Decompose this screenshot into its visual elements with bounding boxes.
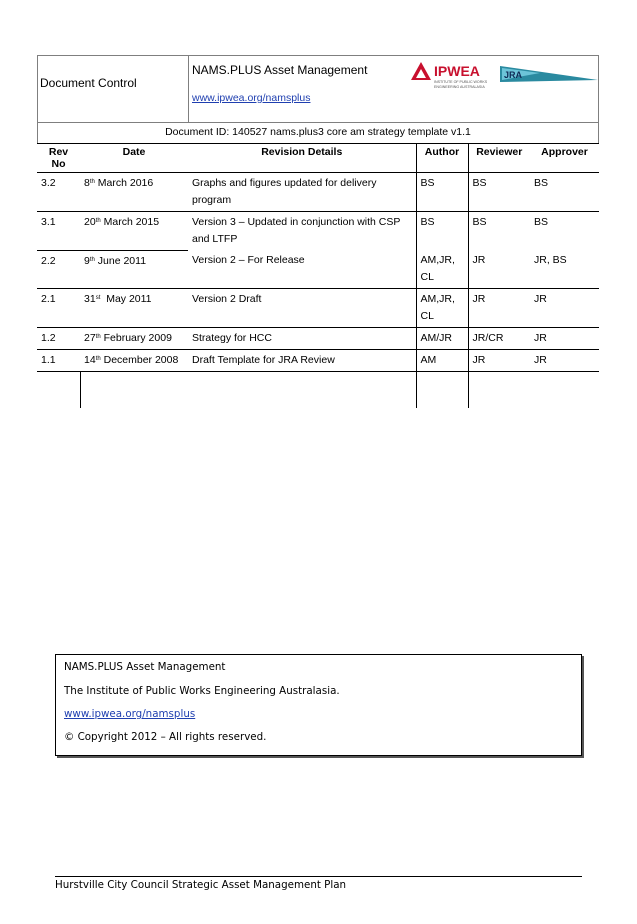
footer-text: Hurstville City Council Strategic Asset Management Plan xyxy=(55,879,347,891)
table-row xyxy=(37,289,599,328)
revision-details: Version 2 – For Release xyxy=(188,250,416,289)
header-author: Author xyxy=(416,144,468,173)
table-row xyxy=(37,212,599,251)
revision-details: Graphs and figures updated for delivery program xyxy=(188,173,416,212)
rev-no: 1.1 xyxy=(37,350,80,372)
info-link[interactable]: www.ipwea.org/namsplus xyxy=(64,708,196,720)
revision-table xyxy=(37,143,599,408)
info-product-name: NAMS.PLUS Asset Management xyxy=(64,661,226,673)
approver: BS xyxy=(534,216,549,228)
jra-logo xyxy=(500,62,600,86)
ipwea-logo-text: IPWEA xyxy=(434,63,480,79)
info-institute-name: The Institute of Public Works Engineering Australasia. xyxy=(64,685,340,697)
table-header-row xyxy=(37,144,599,173)
reviewer: JR xyxy=(468,250,530,289)
revision-details: Draft Template for JRA Review xyxy=(188,350,416,372)
author: AM/JR xyxy=(416,328,468,350)
header-divider xyxy=(188,55,189,123)
header-date: Date xyxy=(80,144,188,173)
rev-no: 2.2 xyxy=(37,250,80,289)
revision-details: Version 2 Draft xyxy=(188,289,416,328)
reviewer: BS xyxy=(468,173,530,212)
rev-date: 20th March 2015 xyxy=(80,212,188,251)
author: BS xyxy=(416,212,468,251)
info-copyright: © Copyright 2012 – All rights reserved. xyxy=(64,731,267,743)
header-approver: Approver xyxy=(530,144,599,173)
document-id: Document ID: 140527 nams.plus3 core am strategy template v1.1 xyxy=(165,126,471,138)
document-id-row xyxy=(37,123,599,143)
rev-no: 2.1 xyxy=(37,289,80,328)
revision-details: Strategy for HCC xyxy=(188,328,416,350)
ipwea-logo-subtext-2: ENGINEERING AUSTRALASIA xyxy=(434,85,485,89)
revision-details: Version 3 – Updated in conjunction with CSP and LTFP xyxy=(192,216,401,245)
approver: JR xyxy=(530,350,599,372)
product-title: NAMS.PLUS Asset Management xyxy=(192,63,368,77)
ipwea-logo xyxy=(410,60,505,92)
approver: JR, BS xyxy=(530,250,599,289)
table-row xyxy=(37,250,599,289)
author: AM,JR, CL xyxy=(416,289,468,328)
copyright-info-box xyxy=(55,654,582,756)
reviewer: JR xyxy=(468,350,530,372)
rev-no: 1.2 xyxy=(37,328,80,350)
jra-logo-text: JRA xyxy=(504,70,523,80)
document-control-label: Document Control xyxy=(40,76,137,90)
table-row xyxy=(37,173,599,212)
author: BS xyxy=(416,173,468,212)
header-rev-no: Rev No xyxy=(37,144,80,173)
reviewer: JR xyxy=(468,289,530,328)
header-reviewer: Reviewer xyxy=(468,144,530,173)
approver: JR xyxy=(530,289,599,328)
rev-date: 31st May 2011 xyxy=(80,289,188,328)
approver: BS xyxy=(530,173,599,212)
reviewer: BS xyxy=(468,212,530,251)
author: AM,JR, CL xyxy=(416,250,468,289)
rev-no: 3.1 xyxy=(37,212,80,251)
table-row xyxy=(37,350,599,372)
header-revision-details: Revision Details xyxy=(188,144,416,173)
rev-date: 14th December 2008 xyxy=(80,350,188,372)
rev-no: 3.2 xyxy=(37,173,80,212)
rev-date: 9th June 2011 xyxy=(80,250,188,289)
reviewer: JR/CR xyxy=(468,328,530,350)
table-row-empty xyxy=(37,372,599,409)
table-row xyxy=(37,328,599,350)
footer-rule xyxy=(55,876,582,877)
rev-date: 27th February 2009 xyxy=(80,328,188,350)
ipwea-logo-subtext-1: INSTITUTE OF PUBLIC WORKS xyxy=(434,80,488,84)
author: AM xyxy=(416,350,468,372)
nams-plus-link[interactable]: www.ipwea.org/namsplus xyxy=(192,92,311,104)
approver: JR xyxy=(530,328,599,350)
rev-date: 8th March 2016 xyxy=(80,173,188,212)
